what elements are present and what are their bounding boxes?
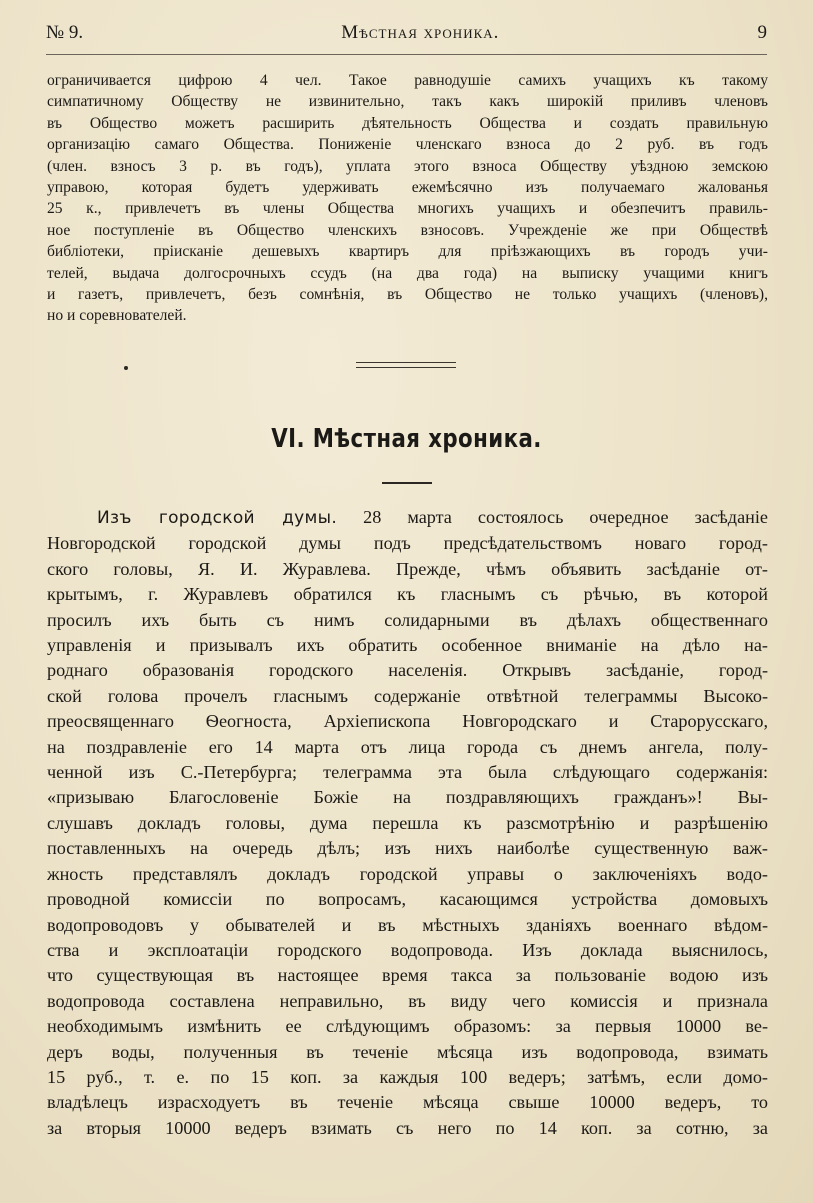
text-line: водопроводовъ у обывателей и въ мѣстныхъ зданіяхъ военнаго вѣдом- [47, 914, 768, 935]
text-line: библіотеки, пріисканіе дешевыхъ квартиръ для пріѣзжающихъ въ городъ учи- [47, 243, 768, 261]
ink-dot [124, 366, 128, 370]
text-line: ской голова прочелъ гласнымъ содержаніе отвѣтной телеграммы Высоко- [47, 685, 768, 706]
issue-number: № 9. [46, 22, 84, 43]
text-line: водопровода составлена неправильно, въ виду чего комиссія и признала [47, 990, 768, 1011]
text-line: Новгородской городской думы подъ предсѣдательствомъ новаго город- [47, 533, 768, 554]
text-line: за вторыя 10000 ведеръ взимать съ него по 14 коп. за сотню, за [47, 1117, 768, 1138]
running-head [46, 22, 767, 55]
text-line: и газетъ, привлечетъ, безъ сомнѣнія, въ Общество не только учащихъ (членовъ), [47, 286, 768, 304]
text-line: ное поступленіе въ Общество членскихъ взносовъ. Учрежденіе же при Обществѣ [47, 221, 768, 239]
text-line: симпатичному Обществу не извинительно, такъ какъ широкій приливъ членовъ [47, 93, 768, 111]
text-line: ского головы, Я. И. Журавлева. Прежде, чѣмъ объявить засѣданіе от- [47, 558, 768, 579]
text-line: поставленныхъ на очередь дѣлъ; изъ нихъ наиболѣе существенную важ- [47, 838, 768, 859]
text-line: 15 руб., т. е. по 15 коп. за каждыя 100 ведеръ; затѣмъ, если домо- [47, 1066, 768, 1087]
text-line: необходимымъ измѣнить ее слѣдующимъ образомъ: за первыя 10000 ве- [47, 1016, 768, 1037]
article-lead: Изъ городской думы. [97, 508, 338, 528]
text-line: деръ воды, полученныя въ теченіе мѣсяца изъ водопровода, взимать [47, 1041, 768, 1062]
text-line: организацію самаго Общества. Пониженіе членскаго взноса до 2 руб. въ годъ [47, 136, 768, 154]
page-number: 9 [757, 22, 767, 43]
text-line: управою, которая будетъ удерживать ежемѣсячно изъ получаемаго жалованья [47, 179, 768, 197]
text-line: управленія и призывалъ ихъ обратить особенное вниманіе на дѣло на- [47, 635, 768, 656]
text-line: проводной комиссіи по вопросамъ, касающимся устройства домовыхъ [47, 889, 768, 910]
text-line: ограничивается цифрою 4 чел. Такое равнодушіе самихъ учащихъ къ такому [47, 72, 768, 89]
section-title: VI. Мѣстная хроника. [271, 424, 542, 454]
text-line: ства и эксплоатаціи городского водопровода. Изъ доклада выяснилось, [47, 939, 768, 960]
text-line: роднаго образованія городского населенія. Открывъ засѣданіе, город- [47, 660, 768, 681]
text-line: что существующая въ настоящее время такса за пользованіе водою изъ [47, 965, 768, 986]
text-line: на поздравленіе его 14 марта отъ лица города съ днемъ ангела, полу- [47, 736, 768, 757]
text-line: (член. взносъ 3 р. въ годъ), уплата этого взноса Обществу уѣздною земскою [47, 157, 768, 175]
text-line: 25 к., привлечетъ въ члены Общества многихъ учащихъ и обезпечитъ правиль- [47, 200, 768, 218]
text-line: преосвященнаго Ѳеогноста, Архіепископа Новгородскаго и Старорусскаго, [47, 711, 768, 732]
text-line: въ Общество можетъ расширить дѣятельность Общества и создать правильную [47, 114, 768, 132]
text-line-first [47, 505, 768, 531]
text-line: «призываю Благословеніе Божіе на поздравляющихъ гражданъ»! Вы- [47, 787, 768, 808]
double-rule-divider [356, 362, 456, 368]
text-line: жность представлялъ докладъ городской управы о заключеніяхъ водо- [47, 863, 768, 884]
text-line: слушавъ докладъ головы, дума перешла къ разсмотрѣнію и разрѣшенію [47, 812, 768, 833]
continued-paragraph [47, 70, 768, 327]
text-line: крытымъ, г. Журавлевъ обратился къ гласнымъ съ рѣчью, въ которой [47, 584, 768, 605]
title-underline [382, 482, 432, 484]
running-title: Мѣстная хроника. [341, 22, 500, 43]
text-line: владѣлецъ израсходуетъ въ теченіе мѣсяца свыше 10000 ведеръ, то [47, 1092, 768, 1113]
text-line: ченной изъ С.-Петербурга; телеграмма эта была слѣдующаго содержанія: [47, 762, 768, 783]
article-body [47, 505, 768, 1141]
first-line-rest: 28 марта состоялось очередное засѣданіе [363, 507, 768, 527]
text-line: но и соревнователей. [47, 307, 187, 325]
text-line: просилъ ихъ быть съ нимъ солидарными въ дѣлахъ общественнаго [47, 609, 768, 630]
text-line: телей, выдача долгосрочныхъ ссудъ (на два года) на выписку учащими книгъ [47, 264, 768, 282]
